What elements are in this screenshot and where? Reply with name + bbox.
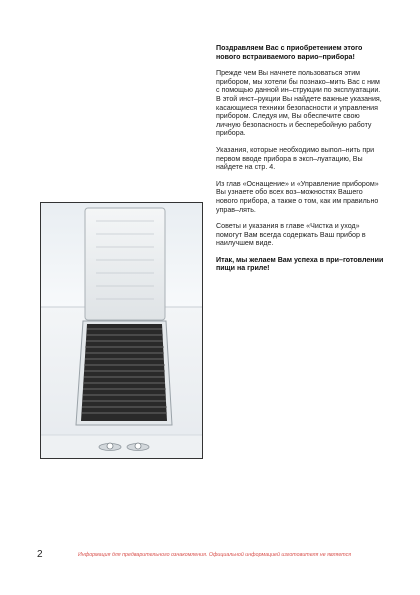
page-number: 2 — [37, 549, 43, 560]
grill-lid — [85, 208, 165, 320]
features-paragraph: Из глав «Оснащение» и «Управление прибором» Вы узнаете обо всех воз–можностях Вашего нового прибора, а также о том, как им правильно управ–лять. — [216, 179, 379, 214]
control-knob-right — [127, 443, 149, 451]
care-paragraph: Советы и указания в главе «Чистка и уход» помогут Вам всегда содержать Ваш прибор в наилучшем виде. — [216, 222, 366, 248]
control-knob-left — [99, 443, 121, 451]
disclaimer-note: Информация для предварительного ознакомления. Официальной информацией изготовителя не является — [78, 552, 352, 558]
grill-appliance-illustration — [41, 203, 202, 458]
first-use-paragraph: Указания, которые необходимо выпол–нить при первом вводе прибора в эксп–луатацию, Вы найдете на стр. 4. — [216, 145, 375, 172]
appliance-photo — [40, 202, 203, 459]
intro-paragraph: Прежде чем Вы начнете пользоваться этим прибором, мы хотели бы познако–мить Вас с ним с помощью данной ин–струкции по эксплуатации. В этой инст–рукции Вы найдете важные указания, касающиеся техники безопасности и управления прибором. Следуя им, Вы обеспечите свою личную безопасность и бесперебойную работу прибора. — [216, 69, 382, 138]
intro-heading: Поздравляем Вас с приобретением этого нового встраиваемого варио–прибора! — [216, 44, 363, 61]
grill-grate — [81, 324, 167, 421]
closing-wish: Итак, мы желаем Вам успеха в при–готовлении пищи на гриле! — [216, 255, 384, 273]
intro-text-column — [216, 44, 384, 281]
